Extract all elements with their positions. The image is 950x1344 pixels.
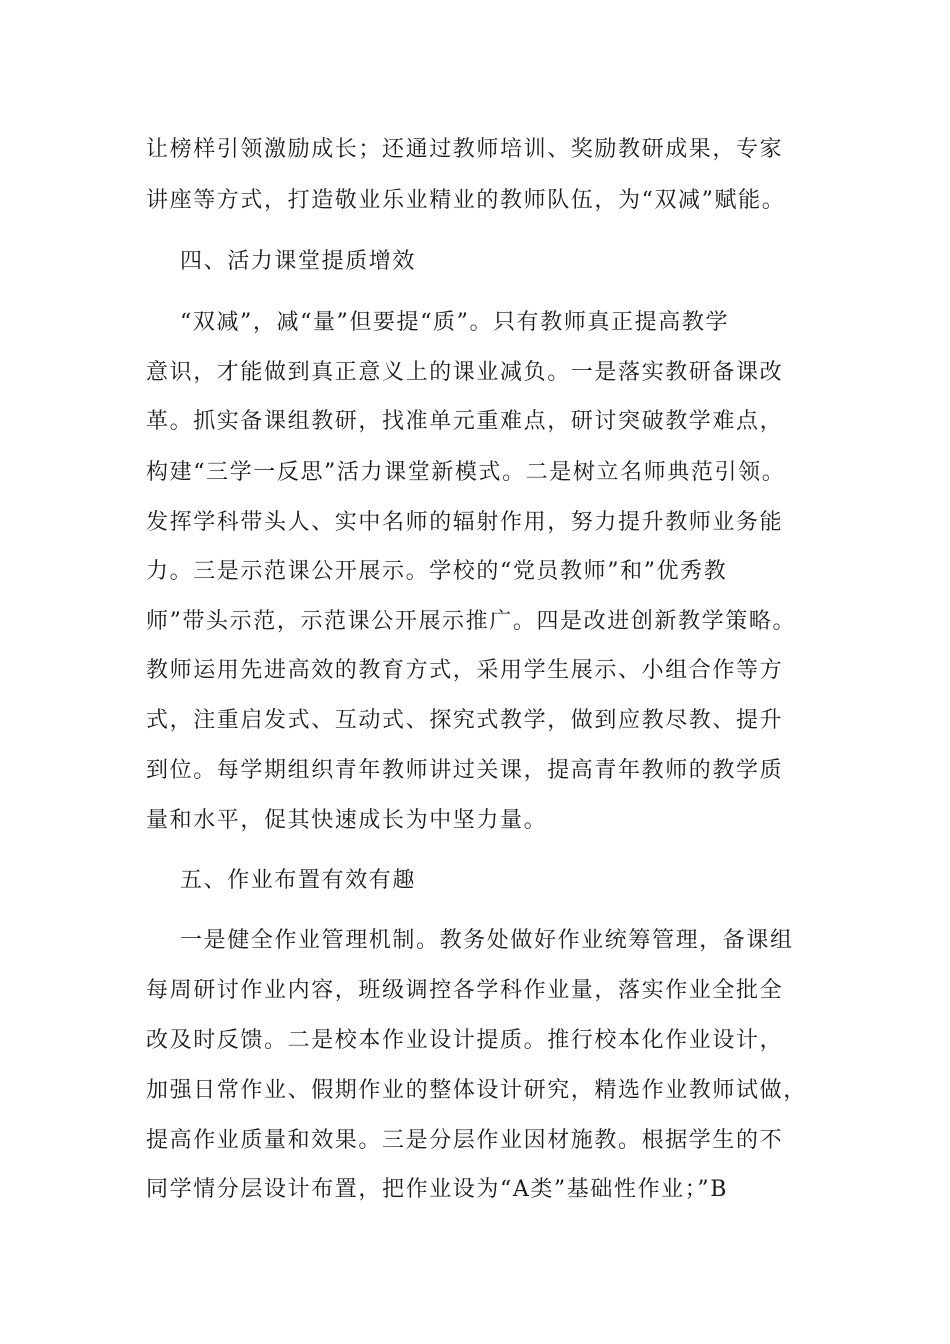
text-line: 构建“三学一反思”活力课堂新模式。二是树立名师典范引领。 xyxy=(146,460,786,485)
text-line: 让榜样引领激励成长；还通过教师培训、奖励教研成果，专家 xyxy=(146,137,784,162)
text-line: 教师运用先进高效的教育方式，采用学生展示、小组合作等方 xyxy=(146,658,784,683)
text-line: 提高作业质量和效果。三是分层作业因材施教。根据学生的不 xyxy=(146,1128,784,1153)
text-line: 意识，才能做到真正意义上的课业减负。一是落实教研备课改 xyxy=(146,360,784,385)
text-line: 改及时反馈。二是校本作业设计提质。推行校本化作业设计， xyxy=(146,1028,784,1053)
text-line: 加强日常作业、假期作业的整体设计研究，精选作业教师试做， xyxy=(146,1078,807,1103)
text-line: 发挥学科带头人、实中名师的辐射作用，努力提升教师业务能 xyxy=(146,510,784,535)
text-line: 力。三是示范课公开展示。学校的“党员教师”和”优秀教 xyxy=(146,559,728,584)
text-line: 式，注重启发式、互动式、探究式教学，做到应教尽教、提升 xyxy=(146,708,784,733)
text-line: 量和水平，促其快速成长为中坚力量。 xyxy=(146,808,548,833)
text-line: 师”带头示范，示范课公开展示推广。四是改进创新教学策略。 xyxy=(146,609,797,634)
paragraph-first-line: “双减”，减“量”但要提“质”。只有教师真正提高教学 xyxy=(180,310,730,335)
text-line: 革。抓实备课组教研，找准单元重难点，研讨突破教学难点， xyxy=(146,409,784,434)
section-heading: 五、作业布置有效有趣 xyxy=(180,868,417,893)
text-line: 到位。每学期组织青年教师讲过关课，提高青年教师的教学质 xyxy=(146,758,784,783)
text-line: 同学情分层设计布置，把作业设为“A类”基础性作业；”B xyxy=(146,1177,728,1202)
text-line: 讲座等方式，打造敬业乐业精业的教师队伍，为“双减”赋能。 xyxy=(146,188,786,213)
section-heading: 四、活力课堂提质增效 xyxy=(180,249,417,274)
text-line: 每周研讨作业内容，班级调控各学科作业量，落实作业全批全 xyxy=(146,978,784,1003)
paragraph-first-line: 一是健全作业管理机制。教务处做好作业统筹管理，备课组 xyxy=(180,928,794,953)
